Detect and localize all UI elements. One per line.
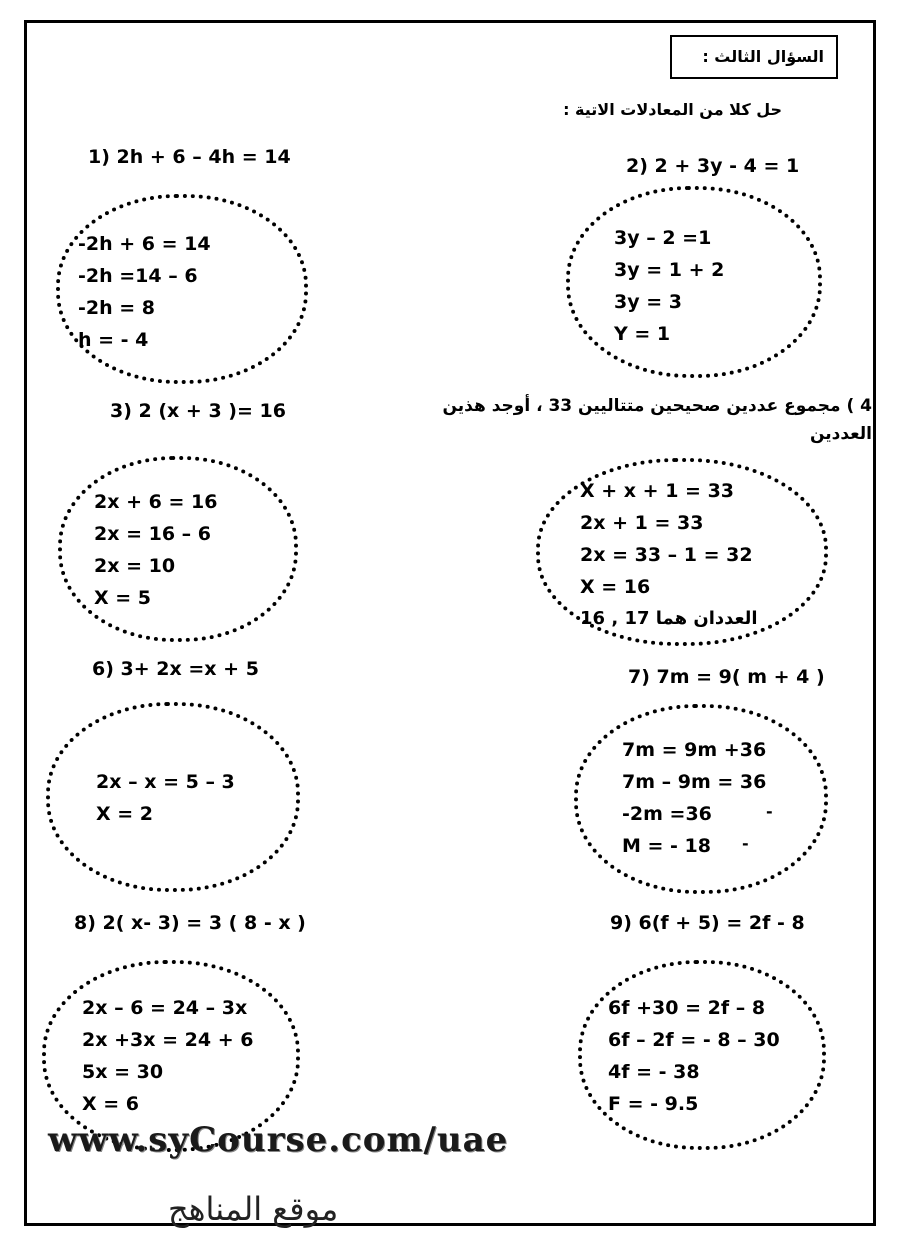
solution-step: 2x – x = 5 – 3 [96,771,235,793]
solution-step: Y = 1 [614,323,671,345]
solution-step: 6f +30 = 2f – 8 [608,997,766,1019]
solution-1 [78,228,211,356]
solution-3 [94,486,217,614]
solution-step: 7m = 9m +36 [622,739,767,761]
solution-step: 2x + 1 = 33 [580,512,704,534]
solution-step: X + x + 1 = 33 [580,480,735,502]
solution-step: العددان هما 17 , 16 [580,608,758,629]
question-6: 6) 3+ 2x =x + 5 [92,658,259,680]
stray-mark: - [766,802,773,821]
solution-step: 4f = - 38 [608,1061,700,1083]
solution-step: 2x +3x = 24 + 6 [82,1029,254,1051]
solution-step: 2x = 33 – 1 = 32 [580,544,753,566]
solution-step: 2x + 6 = 16 [94,491,218,513]
instruction: حل كلا من المعادلات الاتية : [563,100,782,119]
solution-4 [580,475,758,635]
solution-step: X = 5 [94,587,152,609]
question-3: 3) 2 (x + 3 )= 16 [110,400,286,422]
question-7: 7) 7m = 9( m + 4 ) [628,666,825,688]
question-4: 4 ) مجموع عددين صحيحين متتاليين 33 ، أوجد هذين العددين [442,396,872,444]
question-2: 2) 2 + 3y - 4 = 1 [626,155,800,177]
solution-step: 5x = 30 [82,1061,164,1083]
watermark-site-name: موقع المناهج [168,1190,339,1228]
solution-step: 3y = 1 + 2 [614,259,725,281]
solution-step: -2m =36 [622,803,712,825]
solution-step: 2x – 6 = 24 – 3x [82,997,248,1019]
solution-step: X = 2 [96,803,154,825]
solution-step: 3y = 3 [614,291,682,313]
solution-step: 2x = 16 – 6 [94,523,212,545]
solution-step: X = 6 [82,1093,140,1115]
solution-step: -2h =14 – 6 [78,265,198,287]
solution-step: -2h = 8 [78,297,156,319]
solution-2 [614,222,724,350]
solution-step: 7m – 9m = 36 [622,771,767,793]
stray-mark: - [742,834,749,853]
solution-step: F = - 9.5 [608,1093,699,1115]
solution-step: X = 16 [580,576,651,598]
section-title: السؤال الثالث : [670,35,838,79]
solution-step: h = - 4 [78,329,149,351]
question-1: 1) 2h + 6 – 4h = 14 [88,146,291,168]
solution-8 [82,992,253,1120]
solution-step: -2h + 6 = 14 [78,233,211,255]
solution-9 [608,992,780,1120]
solution-step: 3y – 2 =1 [614,227,712,249]
watermark-url: www.syCourse.com/uae [48,1120,509,1160]
solution-6 [96,766,235,830]
question-8: 8) 2( x- 3) = 3 ( 8 - x ) [74,912,306,934]
question-9: 9) 6(f + 5) = 2f - 8 [610,912,805,934]
solution-step: 2x = 10 [94,555,176,577]
solution-step: M = - 18 [622,835,711,857]
solution-step: 6f – 2f = - 8 – 30 [608,1029,780,1051]
